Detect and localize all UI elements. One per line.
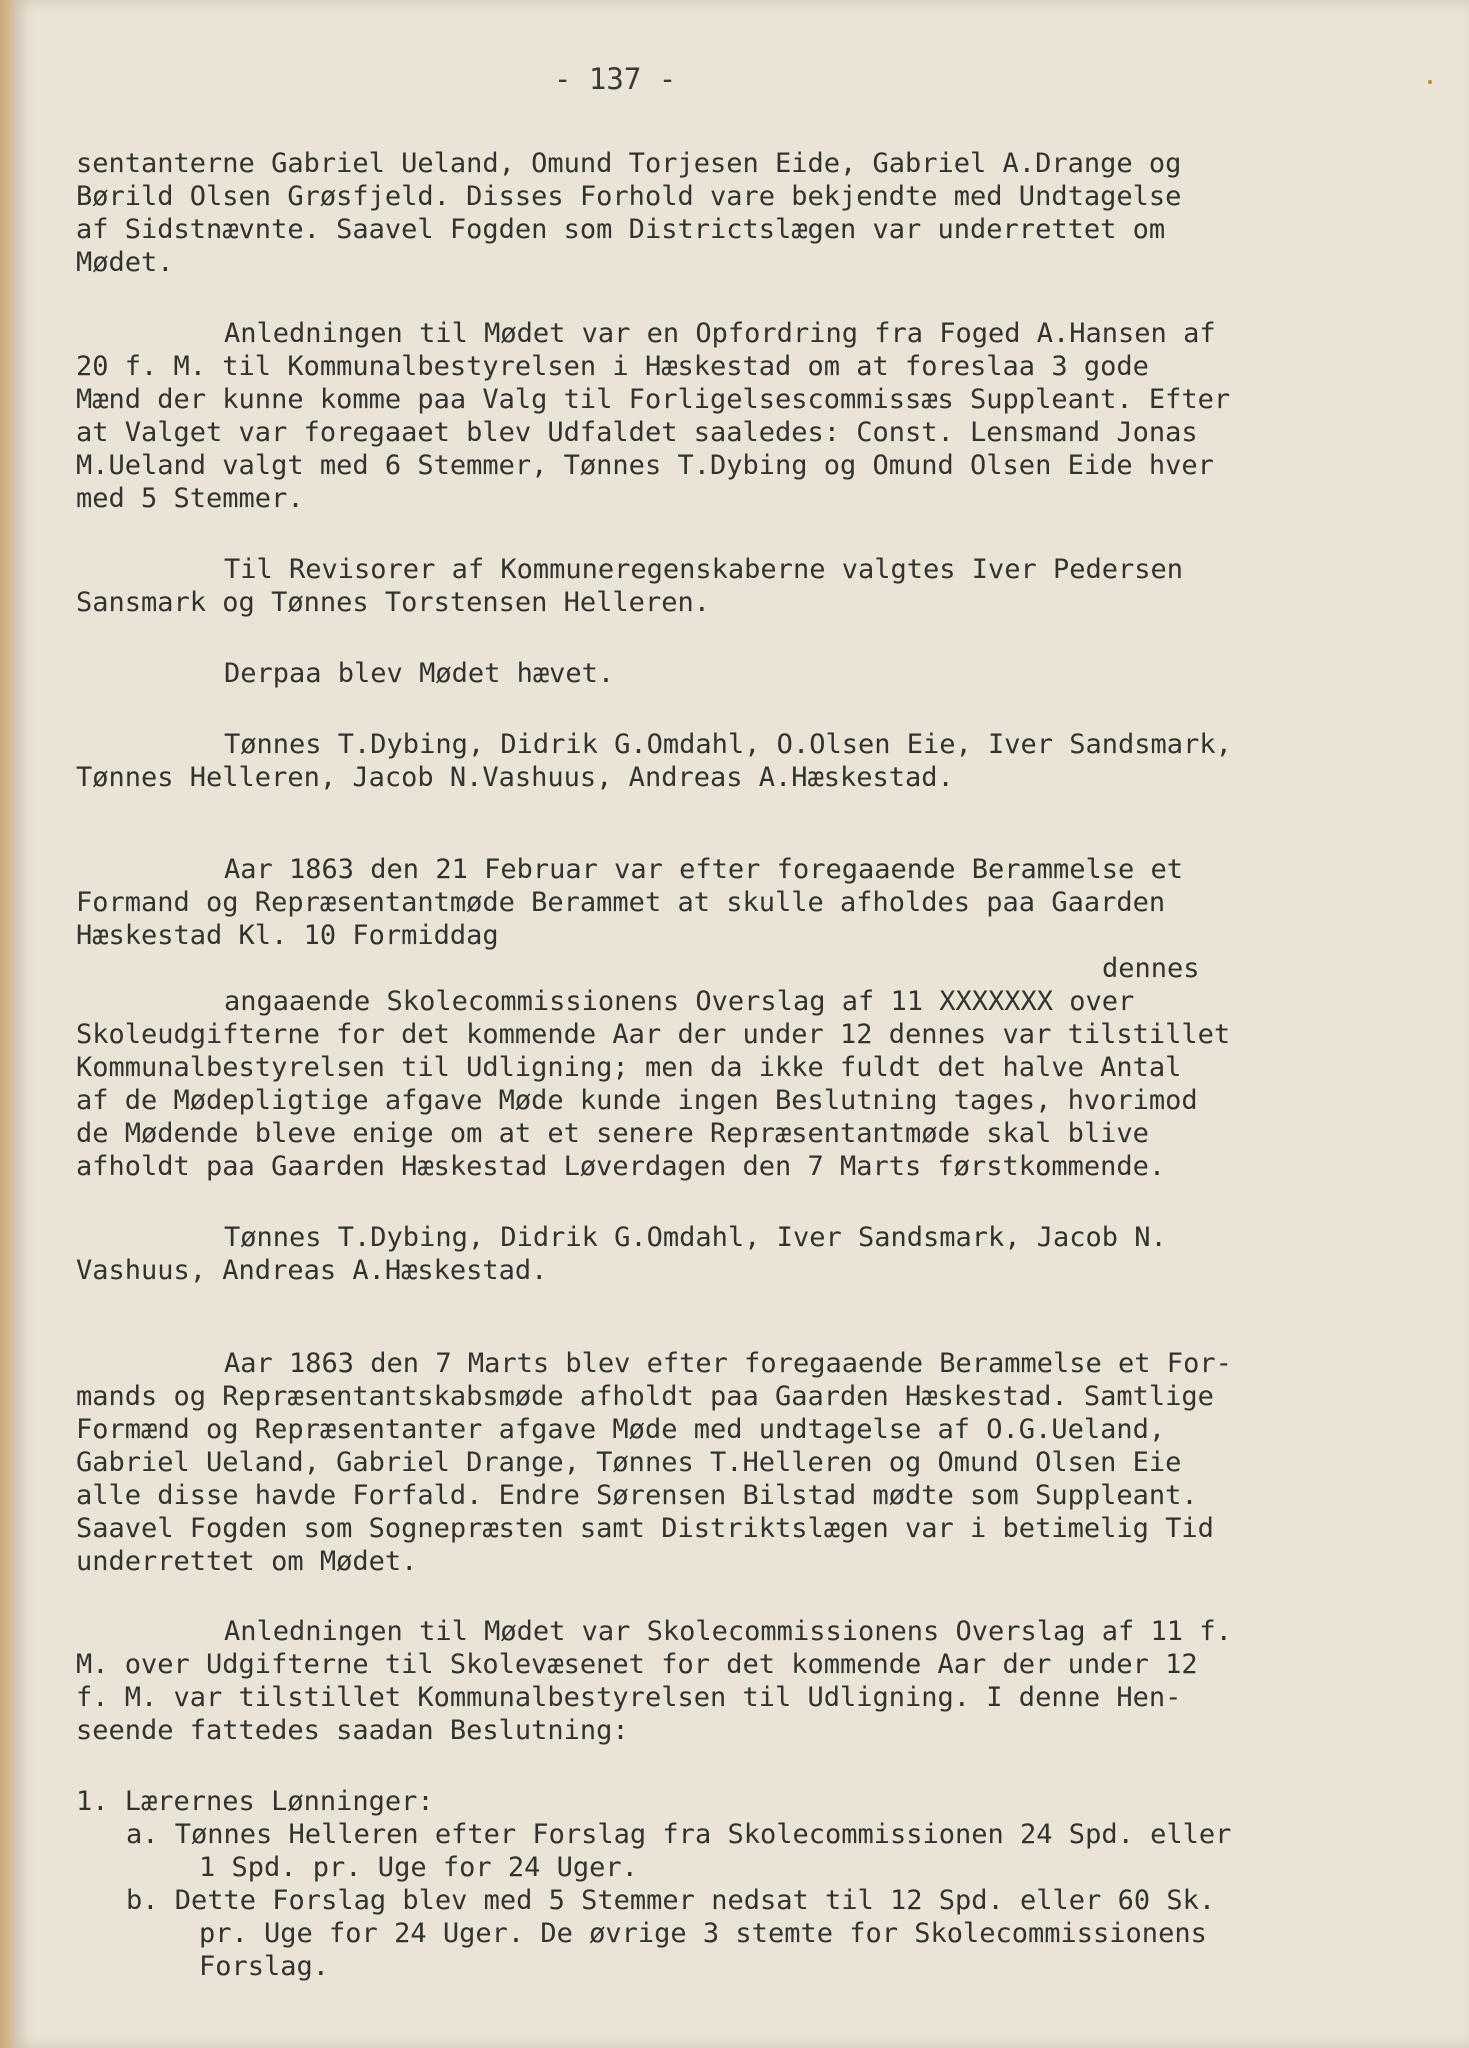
text-line: Aar 1863 den 7 Marts blev efter foregaaende Berammelse et For-: [224, 1348, 1232, 1379]
text-line: a. Tønnes Helleren efter Forslag fra Skolecommissionen 24 Spd. eller: [126, 1819, 1232, 1850]
text-line: Anledningen til Mødet var en Opfordring fra Foged A.Hansen af: [224, 318, 1216, 349]
text-line: Sansmark og Tønnes Torstensen Helleren.: [76, 587, 710, 618]
text-line: M.Ueland valgt med 6 Stemmer, Tønnes T.Dybing og Omund Olsen Eide hver: [76, 450, 1214, 481]
text-line: de Mødende bleve enige om at et senere Repræsentantmøde skal blive: [76, 1118, 1149, 1149]
text-line: Kommunalbestyrelsen til Udligning; men da ikke fuldt det halve Antal: [76, 1052, 1182, 1083]
text-line: afholdt paa Gaarden Hæskestad Løverdagen den 7 Marts førstkommende.: [76, 1151, 1166, 1182]
text-line: angaaende Skolecommissionens Overslag af 11 XXXXXXX over: [224, 986, 1135, 1017]
text-line: b. Dette Forslag blev med 5 Stemmer nedsat til 12 Spd. eller 60 Sk.: [126, 1885, 1216, 1916]
text-line: M. over Udgifterne til Skolevæsenet for det kommende Aar der under 12: [76, 1649, 1198, 1680]
text-line: f. M. var tilstillet Kommunalbestyrelsen til Udligning. I denne Hen-: [76, 1682, 1182, 1713]
text-line: med 5 Stemmer.: [76, 483, 304, 514]
ink-spot: [1428, 80, 1432, 84]
text-line: Aar 1863 den 21 Februar var efter foregaaende Berammelse et: [224, 854, 1184, 885]
text-line: Forslag.: [199, 1951, 330, 1982]
text-line: Børild Olsen Grøsfjeld. Disses Forhold vare bekjendte med Undtagelse: [76, 181, 1182, 212]
text-line: Derpaa blev Mødet hævet.: [224, 658, 615, 689]
text-line: mands og Repræsentantskabsmøde afholdt paa Gaarden Hæskestad. Samtlige: [76, 1381, 1214, 1412]
text-line: Tønnes T.Dybing, Didrik G.Omdahl, O.Olsen Eie, Iver Sandsmark,: [224, 729, 1232, 760]
text-line: pr. Uge for 24 Uger. De øvrige 3 stemte for Skolecommissionens: [199, 1918, 1207, 1949]
text-line: underrettet om Mødet.: [76, 1546, 418, 1577]
page-number: - 137 -: [554, 62, 677, 96]
text-line: Mødet.: [76, 247, 174, 278]
text-line: Hæskestad Kl. 10 Formiddag: [76, 920, 499, 951]
text-line: 20 f. M. til Kommunalbestyrelsen i Hæskestad om at foreslaa 3 gode: [76, 351, 1149, 382]
text-line: Tønnes T.Dybing, Didrik G.Omdahl, Iver Sandsmark, Jacob N.: [224, 1222, 1167, 1253]
typed-document-page: [14, 0, 1469, 2048]
text-line: Formand og Repræsentantmøde Berammet at skulle afholdes paa Gaarden: [76, 887, 1166, 918]
text-line: alle disse havde Forfald. Endre Sørensen Bilstad mødte som Suppleant.: [76, 1480, 1198, 1511]
text-line: Mænd der kunne komme paa Valg til Forligelsescommissæs Suppleant. Efter: [76, 384, 1231, 415]
page-binding-edge: [0, 0, 14, 2048]
text-line: Saavel Fogden som Sognepræsten samt Distriktslægen var i betimelig Tid: [76, 1513, 1214, 1544]
text-line: sentanterne Gabriel Ueland, Omund Torjesen Eide, Gabriel A.Drange og: [76, 148, 1182, 179]
text-line: dennes: [1102, 953, 1200, 984]
text-line: Til Revisorer af Kommuneregenskaberne valgtes Iver Pedersen: [224, 554, 1184, 585]
text-line: af Sidstnævnte. Saavel Fogden som Districtslægen var underrettet om: [76, 214, 1166, 245]
text-line: Tønnes Helleren, Jacob N.Vashuus, Andreas A.Hæskestad.: [76, 762, 954, 793]
text-line: af de Mødepligtige afgave Møde kunde ingen Beslutning tages, hvorimod: [76, 1085, 1198, 1116]
text-line: 1 Spd. pr. Uge for 24 Uger.: [199, 1852, 638, 1883]
text-line: seende fattedes saadan Beslutning:: [76, 1715, 629, 1746]
text-line: 1. Lærernes Lønninger:: [76, 1786, 434, 1817]
text-line: Anledningen til Mødet var Skolecommissionens Overslag af 11 f.: [224, 1616, 1232, 1647]
text-line: Vashuus, Andreas A.Hæskestad.: [76, 1255, 548, 1286]
text-line: Formænd og Repræsentanter afgave Møde med undtagelse af O.G.Ueland,: [76, 1414, 1166, 1445]
text-line: at Valget var foregaaet blev Udfaldet saaledes: Const. Lensmand Jonas: [76, 417, 1198, 448]
text-line: Gabriel Ueland, Gabriel Drange, Tønnes T.Helleren og Omund Olsen Eie: [76, 1447, 1182, 1478]
text-line: Skoleudgifterne for det kommende Aar der under 12 dennes var tilstillet: [76, 1019, 1231, 1050]
